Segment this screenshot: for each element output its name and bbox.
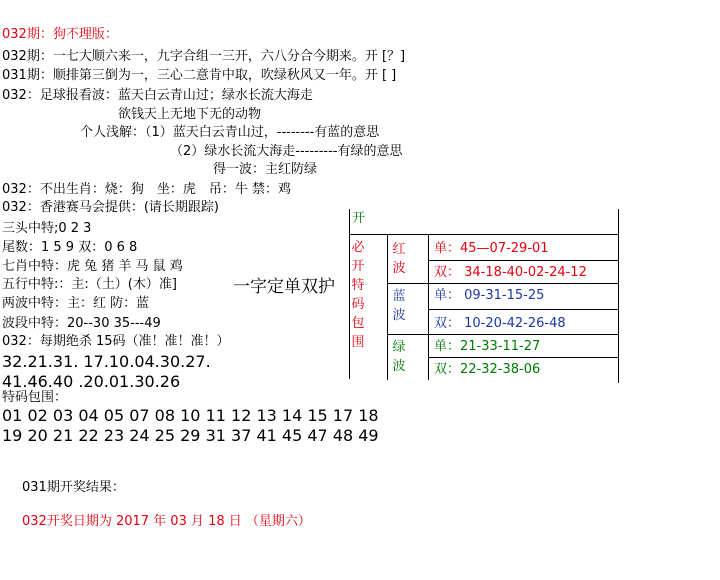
interpretation-2: （2）绿水长流大海走---------有绿的意思 — [170, 144, 403, 159]
special-codes-title: 特码包围： — [2, 390, 68, 405]
last-result-label: 031期开奖结果： — [22, 480, 125, 495]
wave-segment: 波段中特：20--30 35---49 — [2, 316, 161, 331]
blue-wave-label: 蓝波 — [392, 289, 406, 323]
wave-hint: 得一波：主红防绿 — [213, 162, 318, 177]
table-col-divider-2 — [428, 234, 429, 380]
single-double-guard-overlay: 一字定单双护 — [233, 277, 335, 297]
kill-codes-row-1: 32.21.31. 17.10.04.30.27. — [2, 352, 211, 371]
blue-green-divider — [388, 334, 618, 335]
table-right-border — [618, 209, 619, 383]
jockey-club-note: 032：香港赛马会提供：(请长期跟踪) — [2, 200, 219, 215]
red-row-divider — [428, 260, 618, 261]
tail-numbers: 尾数：1 5 9 双：0 6 8 — [2, 240, 138, 255]
red-even-numbers: 双： 34-18-40-02-24-12 — [434, 265, 587, 280]
draw-date: 032开奖日期为 2017 年 03 月 18 日 （星期六） — [22, 514, 311, 529]
special-codes-row-1: 01 02 03 04 05 07 08 10 11 12 13 14 15 17 18 — [2, 406, 379, 425]
riddle-031: 031期：顺排第三倒为一，三心二意肯中取，吹绿秋风又一年。开 [ ] — [2, 68, 397, 83]
football-riddle: 032：足球报看波：蓝天白云青山过；绿水长流大海走 — [2, 88, 313, 103]
green-even-numbers: 双：22-32-38-06 — [434, 362, 541, 377]
blue-row-divider — [428, 309, 618, 310]
red-odd-numbers: 单：45—07-29-01 — [434, 241, 549, 256]
header-line — [2, 26, 118, 44]
seven-zodiac: 七肖中特：虎 兔 猪 羊 马 鼠 鸡 — [2, 259, 183, 274]
interpretation-1: 个人浅解：（1）蓝天白云青山过，--------有蓝的意思 — [80, 125, 380, 140]
animal-riddle: 欲钱天上无地下无的动物 — [118, 107, 262, 122]
green-odd-numbers: 单：21-33-11-27 — [434, 339, 541, 354]
head-numbers: 三头中特;0 2 3 — [2, 221, 92, 236]
red-blue-divider — [388, 283, 618, 284]
table-top-rule — [349, 234, 619, 235]
kill-codes-row-2: 41.46.40 .20.01.30.26 — [2, 372, 181, 391]
blue-odd-numbers: 单： 09-31-15-25 — [434, 288, 545, 303]
excluded-zodiac: 032：不出生肖：烧：狗 坐：虎 吊：牛 禁：鸡 — [2, 182, 291, 197]
green-wave-label: 绿波 — [392, 340, 406, 374]
two-waves: 两波中特：主：红 防：蓝 — [2, 296, 150, 311]
kill-codes-title: 032：每期绝杀 15码（准！准！准！） — [2, 334, 230, 349]
table-left-label: 必开特码包围 — [351, 240, 365, 350]
riddle-032: 032期：一七大顺六来一，九字合组一三开，六八分合今期来。开 [？] — [2, 49, 406, 64]
special-codes-row-2: 19 20 21 22 23 24 25 29 31 37 41 45 47 48 49 — [2, 426, 379, 445]
five-elements: 五行中特:：主:（土）(木）准] — [2, 277, 177, 292]
table-kai: 开 — [352, 211, 366, 226]
issue-number: 032期 — [2, 27, 40, 42]
red-wave-label: 红波 — [392, 242, 406, 276]
blue-even-numbers: 双： 10-20-42-26-48 — [434, 316, 566, 331]
green-row-divider — [428, 357, 618, 358]
table-col-divider-1 — [387, 234, 388, 380]
brand-name: ：狗不理版： — [39, 27, 118, 42]
